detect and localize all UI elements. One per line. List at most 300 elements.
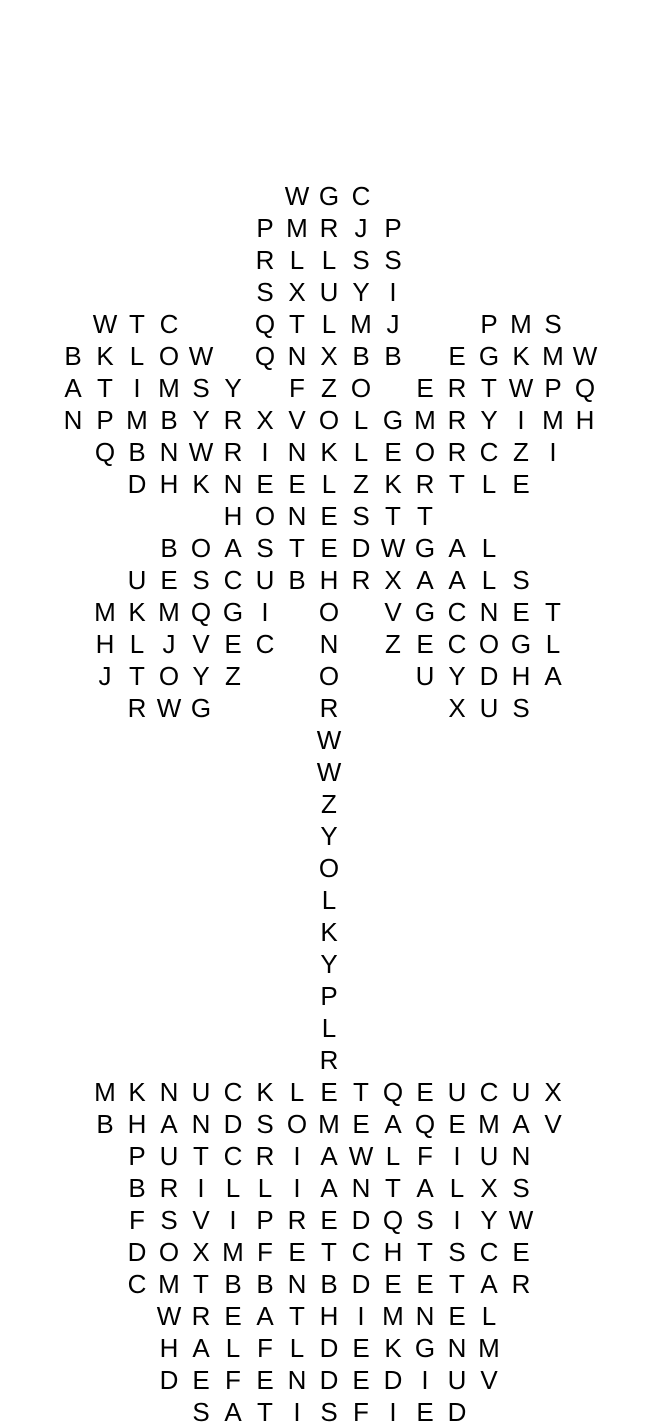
grid-letter[interactable]: I: [133, 373, 141, 403]
grid-letter[interactable]: P: [384, 213, 402, 243]
grid-letter[interactable]: E: [160, 565, 178, 595]
grid-letter[interactable]: Y: [192, 661, 210, 691]
grid-letter[interactable]: K: [384, 469, 402, 499]
grid-letter[interactable]: N: [447, 1333, 467, 1363]
grid-letter[interactable]: F: [225, 1365, 241, 1395]
grid-letter[interactable]: S: [320, 1397, 338, 1427]
grid-letter[interactable]: T: [289, 309, 305, 339]
grid-letter[interactable]: W: [380, 533, 406, 563]
grid-letter[interactable]: P: [128, 1141, 146, 1171]
grid-letter[interactable]: E: [416, 1269, 434, 1299]
grid-letter[interactable]: C: [351, 1237, 371, 1267]
grid-letter[interactable]: C: [223, 1077, 243, 1107]
grid-letter[interactable]: Z: [321, 373, 337, 403]
grid-letter[interactable]: I: [453, 1205, 461, 1235]
grid-letter[interactable]: C: [127, 1269, 147, 1299]
grid-letter[interactable]: W: [316, 725, 342, 755]
grid-letter[interactable]: I: [517, 405, 525, 435]
grid-letter[interactable]: G: [382, 405, 404, 435]
grid-letter[interactable]: R: [447, 405, 467, 435]
grid-letter[interactable]: D: [159, 1365, 179, 1395]
grid-letter[interactable]: K: [128, 597, 146, 627]
grid-letter[interactable]: D: [127, 469, 147, 499]
grid-letter[interactable]: D: [351, 1269, 371, 1299]
grid-letter[interactable]: T: [97, 373, 113, 403]
grid-letter[interactable]: B: [384, 341, 402, 371]
grid-letter[interactable]: L: [321, 245, 337, 275]
grid-letter[interactable]: L: [321, 885, 337, 915]
grid-letter[interactable]: R: [319, 693, 339, 723]
grid-letter[interactable]: E: [384, 437, 402, 467]
grid-letter[interactable]: E: [448, 1301, 466, 1331]
grid-letter[interactable]: X: [384, 565, 402, 595]
grid-letter[interactable]: S: [192, 1397, 210, 1427]
grid-letter[interactable]: T: [417, 501, 433, 531]
grid-letter[interactable]: V: [544, 1109, 562, 1139]
grid-letter[interactable]: U: [511, 1077, 531, 1107]
grid-letter[interactable]: E: [320, 501, 338, 531]
grid-letter[interactable]: W: [188, 341, 214, 371]
grid-letter[interactable]: L: [481, 1301, 497, 1331]
grid-letter[interactable]: A: [416, 1173, 434, 1203]
grid-letter[interactable]: U: [255, 565, 275, 595]
grid-letter[interactable]: M: [286, 213, 308, 243]
grid-letter[interactable]: I: [389, 277, 397, 307]
grid-letter[interactable]: V: [192, 629, 210, 659]
grid-letter[interactable]: C: [479, 1077, 499, 1107]
grid-letter[interactable]: Y: [192, 405, 210, 435]
grid-letter[interactable]: A: [384, 1109, 402, 1139]
grid-letter[interactable]: D: [351, 533, 371, 563]
grid-letter[interactable]: L: [481, 469, 497, 499]
grid-letter[interactable]: R: [223, 405, 243, 435]
grid-letter[interactable]: O: [286, 1109, 308, 1139]
grid-letter[interactable]: N: [479, 597, 499, 627]
grid-letter[interactable]: R: [127, 693, 147, 723]
grid-letter[interactable]: N: [287, 1269, 307, 1299]
grid-letter[interactable]: W: [316, 757, 342, 787]
grid-letter[interactable]: O: [350, 373, 372, 403]
grid-letter[interactable]: A: [544, 661, 562, 691]
grid-letter[interactable]: V: [192, 1205, 210, 1235]
grid-letter[interactable]: E: [224, 629, 242, 659]
grid-letter[interactable]: X: [320, 341, 338, 371]
grid-letter[interactable]: N: [287, 341, 307, 371]
grid-letter[interactable]: V: [288, 405, 306, 435]
grid-letter[interactable]: C: [223, 565, 243, 595]
grid-letter[interactable]: I: [293, 1397, 301, 1427]
grid-letter[interactable]: P: [96, 405, 114, 435]
grid-letter[interactable]: M: [158, 597, 180, 627]
grid-letter[interactable]: H: [319, 565, 339, 595]
grid-letter[interactable]: E: [352, 1365, 370, 1395]
grid-letter[interactable]: K: [96, 341, 114, 371]
grid-letter[interactable]: K: [192, 469, 210, 499]
grid-letter[interactable]: F: [257, 1237, 273, 1267]
grid-letter[interactable]: R: [319, 1045, 339, 1075]
grid-letter[interactable]: T: [289, 1301, 305, 1331]
grid-letter[interactable]: A: [448, 565, 466, 595]
grid-letter[interactable]: K: [320, 437, 338, 467]
grid-letter[interactable]: Z: [513, 437, 529, 467]
grid-letter[interactable]: W: [284, 181, 310, 211]
grid-letter[interactable]: H: [159, 1333, 179, 1363]
grid-letter[interactable]: B: [160, 533, 178, 563]
grid-letter[interactable]: E: [448, 1109, 466, 1139]
grid-letter[interactable]: U: [415, 661, 435, 691]
grid-letter[interactable]: L: [321, 309, 337, 339]
grid-letter[interactable]: V: [384, 597, 402, 627]
grid-letter[interactable]: A: [512, 1109, 530, 1139]
grid-letter[interactable]: I: [229, 1205, 237, 1235]
grid-letter[interactable]: B: [320, 1269, 338, 1299]
grid-letter[interactable]: M: [478, 1109, 500, 1139]
grid-letter[interactable]: N: [287, 1365, 307, 1395]
grid-letter[interactable]: O: [318, 661, 340, 691]
grid-letter[interactable]: H: [511, 661, 531, 691]
grid-letter[interactable]: U: [191, 1077, 211, 1107]
grid-letter[interactable]: N: [159, 437, 179, 467]
grid-letter[interactable]: F: [353, 1397, 369, 1427]
grid-letter[interactable]: D: [447, 1397, 467, 1427]
grid-letter[interactable]: M: [158, 1269, 180, 1299]
grid-letter[interactable]: D: [319, 1333, 339, 1363]
grid-letter[interactable]: E: [320, 1205, 338, 1235]
grid-letter[interactable]: Q: [414, 1109, 436, 1139]
grid-letter[interactable]: X: [288, 277, 306, 307]
grid-letter[interactable]: L: [481, 565, 497, 595]
grid-letter[interactable]: N: [287, 437, 307, 467]
grid-letter[interactable]: W: [572, 341, 598, 371]
grid-letter[interactable]: M: [94, 597, 116, 627]
grid-letter[interactable]: E: [288, 469, 306, 499]
grid-letter[interactable]: M: [478, 1333, 500, 1363]
grid-letter[interactable]: B: [128, 437, 146, 467]
grid-letter[interactable]: R: [511, 1269, 531, 1299]
grid-letter[interactable]: K: [512, 341, 530, 371]
grid-letter[interactable]: Q: [190, 597, 212, 627]
grid-letter[interactable]: L: [321, 1013, 337, 1043]
grid-letter[interactable]: L: [225, 1173, 241, 1203]
grid-letter[interactable]: N: [319, 629, 339, 659]
grid-letter[interactable]: W: [188, 437, 214, 467]
grid-letter[interactable]: S: [192, 373, 210, 403]
grid-letter[interactable]: K: [256, 1077, 274, 1107]
grid-letter[interactable]: Q: [254, 341, 276, 371]
grid-letter[interactable]: G: [414, 597, 436, 627]
grid-letter[interactable]: I: [261, 437, 269, 467]
grid-letter[interactable]: K: [128, 1077, 146, 1107]
grid-letter[interactable]: N: [223, 469, 243, 499]
grid-letter[interactable]: L: [321, 469, 337, 499]
grid-letter[interactable]: T: [481, 373, 497, 403]
grid-letter[interactable]: L: [353, 405, 369, 435]
grid-letter[interactable]: W: [156, 1301, 182, 1331]
grid-letter[interactable]: Q: [254, 309, 276, 339]
grid-letter[interactable]: X: [480, 1173, 498, 1203]
grid-letter[interactable]: L: [129, 629, 145, 659]
grid-letter[interactable]: T: [545, 597, 561, 627]
grid-letter[interactable]: A: [448, 533, 466, 563]
grid-letter[interactable]: B: [64, 341, 82, 371]
grid-letter[interactable]: O: [478, 629, 500, 659]
grid-letter[interactable]: M: [318, 1109, 340, 1139]
grid-letter[interactable]: X: [256, 405, 274, 435]
grid-letter[interactable]: S: [160, 1205, 178, 1235]
grid-letter[interactable]: Q: [94, 437, 116, 467]
grid-letter[interactable]: H: [319, 1301, 339, 1331]
grid-letter[interactable]: R: [255, 245, 275, 275]
grid-letter[interactable]: Z: [321, 789, 337, 819]
grid-letter[interactable]: T: [449, 469, 465, 499]
grid-letter[interactable]: U: [447, 1365, 467, 1395]
grid-letter[interactable]: E: [192, 1365, 210, 1395]
grid-letter[interactable]: N: [191, 1109, 211, 1139]
grid-letter[interactable]: Q: [574, 373, 596, 403]
grid-letter[interactable]: S: [352, 245, 370, 275]
grid-letter[interactable]: Q: [382, 1205, 404, 1235]
grid-letter[interactable]: R: [191, 1301, 211, 1331]
grid-letter[interactable]: K: [384, 1333, 402, 1363]
grid-letter[interactable]: N: [351, 1173, 371, 1203]
grid-letter[interactable]: A: [192, 1333, 210, 1363]
grid-letter[interactable]: R: [447, 437, 467, 467]
grid-letter[interactable]: O: [318, 853, 340, 883]
grid-letter[interactable]: E: [512, 1237, 530, 1267]
grid-letter[interactable]: S: [512, 693, 530, 723]
grid-letter[interactable]: A: [224, 533, 242, 563]
grid-letter[interactable]: A: [416, 565, 434, 595]
grid-letter[interactable]: S: [256, 1109, 274, 1139]
grid-letter[interactable]: M: [510, 309, 532, 339]
grid-letter[interactable]: Z: [385, 629, 401, 659]
grid-letter[interactable]: U: [159, 1141, 179, 1171]
grid-letter[interactable]: H: [383, 1237, 403, 1267]
grid-letter[interactable]: M: [94, 1077, 116, 1107]
grid-letter[interactable]: M: [350, 309, 372, 339]
grid-letter[interactable]: T: [129, 309, 145, 339]
grid-letter[interactable]: S: [416, 1205, 434, 1235]
grid-letter[interactable]: W: [156, 693, 182, 723]
grid-letter[interactable]: X: [544, 1077, 562, 1107]
grid-letter[interactable]: E: [448, 341, 466, 371]
grid-letter[interactable]: Y: [448, 661, 466, 691]
grid-letter[interactable]: Q: [382, 1077, 404, 1107]
grid-letter[interactable]: R: [351, 565, 371, 595]
grid-letter[interactable]: D: [223, 1109, 243, 1139]
grid-letter[interactable]: J: [386, 309, 400, 339]
grid-letter[interactable]: R: [255, 1141, 275, 1171]
grid-letter[interactable]: G: [414, 533, 436, 563]
grid-letter[interactable]: Y: [224, 373, 242, 403]
grid-letter[interactable]: C: [447, 629, 467, 659]
grid-letter[interactable]: L: [289, 245, 305, 275]
grid-letter[interactable]: M: [222, 1237, 244, 1267]
grid-letter[interactable]: T: [353, 1077, 369, 1107]
grid-letter[interactable]: K: [320, 917, 338, 947]
grid-letter[interactable]: W: [508, 373, 534, 403]
grid-letter[interactable]: G: [190, 693, 212, 723]
grid-letter[interactable]: J: [162, 629, 176, 659]
grid-letter[interactable]: B: [128, 1173, 146, 1203]
grid-letter[interactable]: G: [222, 597, 244, 627]
grid-letter[interactable]: D: [383, 1365, 403, 1395]
grid-letter[interactable]: W: [508, 1205, 534, 1235]
grid-letter[interactable]: P: [544, 373, 562, 403]
grid-letter[interactable]: E: [416, 1397, 434, 1427]
grid-letter[interactable]: M: [158, 373, 180, 403]
grid-letter[interactable]: B: [288, 565, 306, 595]
grid-letter[interactable]: O: [190, 533, 212, 563]
grid-letter[interactable]: P: [256, 213, 274, 243]
grid-letter[interactable]: G: [414, 1333, 436, 1363]
grid-letter[interactable]: M: [414, 405, 436, 435]
grid-letter[interactable]: O: [158, 341, 180, 371]
grid-letter[interactable]: L: [353, 437, 369, 467]
grid-letter[interactable]: S: [256, 277, 274, 307]
grid-letter[interactable]: B: [256, 1269, 274, 1299]
grid-letter[interactable]: S: [256, 533, 274, 563]
grid-letter[interactable]: G: [478, 341, 500, 371]
grid-letter[interactable]: C: [255, 629, 275, 659]
grid-letter[interactable]: C: [447, 597, 467, 627]
grid-letter[interactable]: E: [320, 1077, 338, 1107]
grid-letter[interactable]: C: [223, 1141, 243, 1171]
grid-letter[interactable]: S: [384, 245, 402, 275]
grid-letter[interactable]: Y: [320, 821, 338, 851]
grid-letter[interactable]: T: [193, 1269, 209, 1299]
grid-letter[interactable]: T: [289, 533, 305, 563]
grid-letter[interactable]: F: [257, 1333, 273, 1363]
grid-letter[interactable]: O: [318, 405, 340, 435]
grid-letter[interactable]: R: [415, 469, 435, 499]
grid-letter[interactable]: R: [159, 1173, 179, 1203]
grid-letter[interactable]: I: [421, 1365, 429, 1395]
grid-letter[interactable]: G: [318, 181, 340, 211]
grid-letter[interactable]: T: [193, 1141, 209, 1171]
grid-letter[interactable]: Y: [480, 1205, 498, 1235]
grid-letter[interactable]: X: [192, 1237, 210, 1267]
grid-letter[interactable]: R: [287, 1205, 307, 1235]
grid-letter[interactable]: O: [158, 661, 180, 691]
grid-letter[interactable]: E: [512, 469, 530, 499]
grid-letter[interactable]: D: [127, 1237, 147, 1267]
grid-letter[interactable]: S: [512, 1173, 530, 1203]
grid-letter[interactable]: G: [510, 629, 532, 659]
grid-letter[interactable]: R: [447, 373, 467, 403]
grid-letter[interactable]: B: [96, 1109, 114, 1139]
grid-letter[interactable]: L: [481, 533, 497, 563]
grid-letter[interactable]: T: [321, 1237, 337, 1267]
grid-letter[interactable]: L: [545, 629, 561, 659]
grid-letter[interactable]: L: [129, 341, 145, 371]
grid-letter[interactable]: T: [257, 1397, 273, 1427]
grid-letter[interactable]: I: [357, 1301, 365, 1331]
grid-letter[interactable]: O: [414, 437, 436, 467]
grid-letter[interactable]: F: [417, 1141, 433, 1171]
grid-letter[interactable]: C: [159, 309, 179, 339]
grid-letter[interactable]: A: [64, 373, 82, 403]
grid-letter[interactable]: B: [160, 405, 178, 435]
grid-letter[interactable]: D: [351, 1205, 371, 1235]
grid-letter[interactable]: E: [512, 597, 530, 627]
grid-letter[interactable]: I: [261, 597, 269, 627]
grid-letter[interactable]: H: [95, 629, 115, 659]
grid-letter[interactable]: A: [320, 1173, 338, 1203]
grid-letter[interactable]: T: [129, 661, 145, 691]
grid-letter[interactable]: E: [256, 469, 274, 499]
grid-letter[interactable]: D: [319, 1365, 339, 1395]
grid-letter[interactable]: M: [542, 405, 564, 435]
grid-letter[interactable]: F: [289, 373, 305, 403]
grid-letter[interactable]: U: [127, 565, 147, 595]
grid-letter[interactable]: I: [549, 437, 557, 467]
grid-letter[interactable]: Z: [353, 469, 369, 499]
grid-letter[interactable]: Y: [352, 277, 370, 307]
grid-letter[interactable]: S: [192, 565, 210, 595]
grid-letter[interactable]: R: [223, 437, 243, 467]
grid-letter[interactable]: A: [224, 1397, 242, 1427]
grid-letter[interactable]: L: [225, 1333, 241, 1363]
grid-letter[interactable]: F: [129, 1205, 145, 1235]
grid-letter[interactable]: C: [479, 1237, 499, 1267]
grid-letter[interactable]: L: [385, 1141, 401, 1171]
grid-letter[interactable]: Z: [225, 661, 241, 691]
grid-letter[interactable]: A: [256, 1301, 274, 1331]
grid-letter[interactable]: N: [287, 501, 307, 531]
grid-letter[interactable]: Y: [480, 405, 498, 435]
grid-letter[interactable]: S: [448, 1237, 466, 1267]
grid-letter[interactable]: E: [416, 629, 434, 659]
grid-letter[interactable]: I: [197, 1173, 205, 1203]
grid-letter[interactable]: O: [158, 1237, 180, 1267]
grid-letter[interactable]: I: [293, 1173, 301, 1203]
grid-letter[interactable]: E: [224, 1301, 242, 1331]
grid-letter[interactable]: B: [352, 341, 370, 371]
grid-letter[interactable]: L: [257, 1173, 273, 1203]
grid-letter[interactable]: S: [512, 565, 530, 595]
grid-letter[interactable]: L: [289, 1077, 305, 1107]
grid-letter[interactable]: O: [318, 597, 340, 627]
grid-letter[interactable]: D: [479, 661, 499, 691]
grid-letter[interactable]: U: [319, 277, 339, 307]
grid-letter[interactable]: E: [352, 1333, 370, 1363]
grid-letter[interactable]: U: [479, 1141, 499, 1171]
grid-letter[interactable]: B: [224, 1269, 242, 1299]
grid-letter[interactable]: M: [126, 405, 148, 435]
grid-letter[interactable]: A: [160, 1109, 178, 1139]
grid-letter[interactable]: I: [389, 1397, 397, 1427]
grid-letter[interactable]: H: [223, 501, 243, 531]
grid-letter[interactable]: E: [352, 1109, 370, 1139]
grid-letter[interactable]: A: [320, 1141, 338, 1171]
grid-letter[interactable]: N: [63, 405, 83, 435]
grid-letter[interactable]: E: [256, 1365, 274, 1395]
grid-letter[interactable]: Y: [320, 949, 338, 979]
grid-letter[interactable]: T: [417, 1237, 433, 1267]
grid-letter[interactable]: N: [159, 1077, 179, 1107]
grid-letter[interactable]: I: [293, 1141, 301, 1171]
grid-letter[interactable]: X: [448, 693, 466, 723]
grid-letter[interactable]: M: [382, 1301, 404, 1331]
grid-letter[interactable]: M: [542, 341, 564, 371]
grid-letter[interactable]: W: [348, 1141, 374, 1171]
grid-letter[interactable]: J: [354, 213, 368, 243]
grid-letter[interactable]: P: [256, 1205, 274, 1235]
grid-letter[interactable]: A: [480, 1269, 498, 1299]
grid-letter[interactable]: L: [449, 1173, 465, 1203]
grid-letter[interactable]: T: [385, 501, 401, 531]
